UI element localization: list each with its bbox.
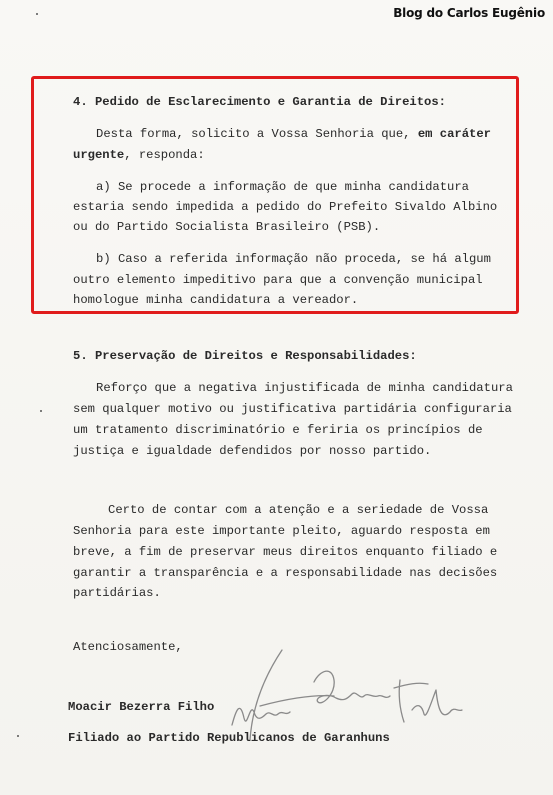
signature-text: Moacir Bezerra Filho xyxy=(222,640,235,641)
scan-speck xyxy=(17,735,19,737)
item-b-line3: homologue minha candidatura a vereador. xyxy=(73,293,359,307)
item-a-line3: ou do Partido Socialista Brasileiro (PSB). xyxy=(73,220,381,234)
signer-role: Filiado ao Partido Republicanos de Garanhuns xyxy=(68,731,390,745)
signer-name: Moacir Bezerra Filho xyxy=(68,700,215,714)
closing-line5: partidárias. xyxy=(73,586,161,600)
blog-watermark: Blog do Carlos Eugênio xyxy=(393,6,545,20)
section5-line4: justiça e igualdade defendidos por nosso partido. xyxy=(73,444,432,458)
closing-line4: garantir a transparência e a responsabilidade nas decisões xyxy=(73,566,498,580)
salutation: Atenciosamente, xyxy=(73,640,183,654)
closing-line3: breve, a fim de preservar meus direitos enquanto filiado e xyxy=(73,545,498,559)
section4-intro-post: , responda: xyxy=(124,148,205,162)
section5-line2: sem qualquer motivo ou justificativa partidária configuraria xyxy=(73,402,512,416)
section4-intro-bold2: urgente xyxy=(73,148,125,162)
section4-intro-line1 xyxy=(96,124,491,144)
section5-line1: Reforço que a negativa injustificada de minha candidatura xyxy=(96,381,513,395)
closing-line2: Senhoria para este importante pleito, aguardo resposta em xyxy=(73,524,490,538)
scan-speck xyxy=(40,410,42,412)
scan-speck xyxy=(36,13,38,15)
item-a-line1: a) Se procede a informação de que minha candidatura xyxy=(96,180,469,194)
closing-line1: Certo de contar com a atenção e a seriedade de Vossa xyxy=(108,503,489,517)
item-b-line2: outro elemento impeditivo para que a convenção municipal xyxy=(73,273,483,287)
section4-heading: 4. Pedido de Esclarecimento e Garantia de Direitos: xyxy=(73,95,446,109)
section4-intro-bold1: em caráter xyxy=(417,127,491,141)
section5-line3: um tratamento discriminatório e feriria os princípios de xyxy=(73,423,483,437)
section4-intro-pre: Desta forma, solicito a Vossa Senhoria que, xyxy=(96,127,411,141)
section5-heading: 5. Preservação de Direitos e Responsabilidades: xyxy=(73,349,417,363)
item-b-line1: b) Caso a referida informação não proceda, se há algum xyxy=(96,252,491,266)
section4-intro-line2 xyxy=(73,145,205,165)
item-a-line2: estaria sendo impedida a pedido do Prefeito Sivaldo Albino xyxy=(73,200,498,214)
